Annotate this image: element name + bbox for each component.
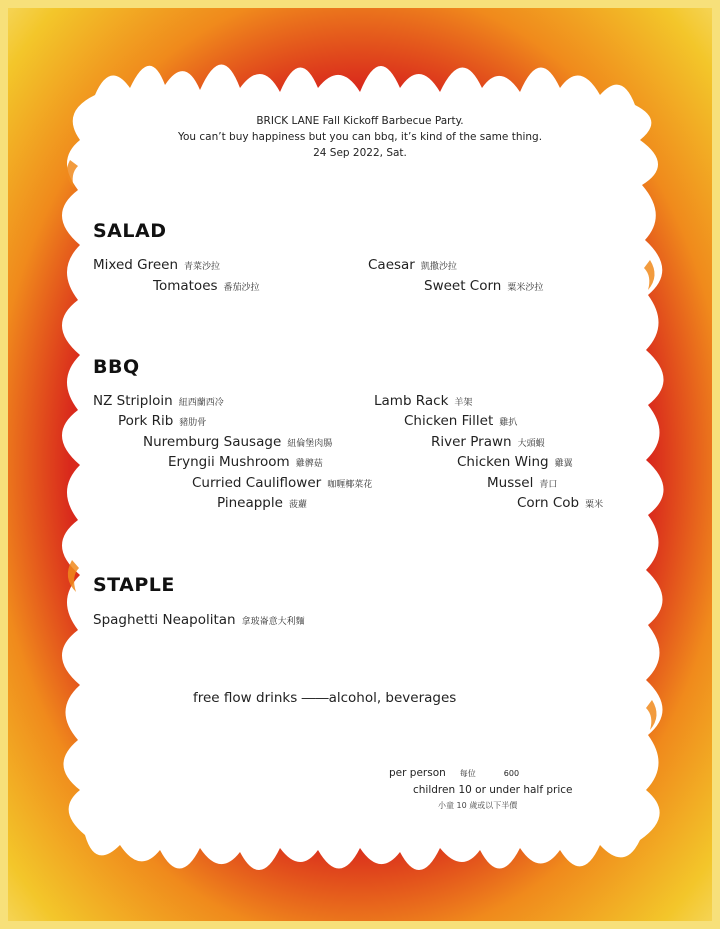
menu-item: [93, 257, 220, 273]
item-name-cn: 青口: [539, 480, 558, 490]
item-name: Nuremburg Sausage: [143, 434, 282, 450]
item-name: Mussel: [487, 475, 534, 491]
item-name-cn: 番茄沙拉: [223, 283, 260, 293]
event-title: BRICK LANE Fall Kickoff Barbecue Party.: [256, 115, 464, 127]
menu-item: [93, 393, 224, 409]
item-name: Spaghetti Neapolitan: [93, 612, 236, 628]
item-name: Caesar: [368, 257, 415, 273]
item-name-cn: 凱撒沙拉: [420, 262, 457, 272]
staple-title: STAPLE: [93, 574, 175, 596]
menu-item: [431, 434, 545, 450]
menu-item: [368, 257, 457, 273]
item-name: Pork Rib: [118, 413, 174, 429]
item-name: Eryngii Mushroom: [168, 454, 290, 470]
item-name: Lamb Rack: [374, 393, 449, 409]
menu-item: [487, 475, 557, 491]
item-name: NZ Striploin: [93, 393, 173, 409]
item-name-cn: 雞翼: [554, 459, 573, 469]
menu-item: [217, 495, 307, 511]
item-name-cn: 雞扒: [499, 418, 518, 428]
item-name: Corn Cob: [517, 495, 580, 511]
menu-item: [118, 413, 206, 429]
children-price-note: children 10 or under half price: [413, 784, 573, 796]
item-name-cn: 雞髀菇: [295, 459, 323, 469]
item-name-cn: 大頭蝦: [517, 439, 545, 449]
menu-item: [374, 393, 472, 409]
price-value: 600: [503, 769, 520, 778]
event-tagline: You can’t buy happiness but you can bbq, it’s kind of the same thing.: [177, 131, 543, 143]
item-name-cn: 粟米: [585, 500, 604, 510]
menu-item: [404, 413, 517, 429]
item-name: Mixed Green: [93, 257, 179, 273]
menu-item: [192, 475, 372, 491]
item-name: River Prawn: [431, 434, 512, 450]
bbq-title: BBQ: [93, 356, 140, 378]
event-header: [0, 113, 720, 161]
item-name-cn: 羊架: [454, 398, 473, 408]
per-person-label-cn: 每位: [459, 769, 476, 778]
item-name-cn: 紐倫堡肉腸: [287, 439, 333, 449]
salad-title: SALAD: [93, 220, 167, 242]
item-name: Chicken Fillet: [404, 413, 494, 429]
menu-item: [168, 454, 323, 470]
item-name-cn: 豬肋骨: [179, 418, 207, 428]
item-name-cn: 紐西蘭西冷: [178, 398, 224, 408]
drinks-note: free flow drinks ――alcohol, beverages: [193, 690, 457, 706]
item-name-cn: 咖喱椰菜花: [327, 480, 373, 490]
children-price-note-cn: 小童 10 歲或以下半價: [438, 801, 518, 810]
item-name: Curried Cauliflower: [192, 475, 322, 491]
item-name: Pineapple: [217, 495, 283, 511]
menu-item: [457, 454, 573, 470]
item-name: Chicken Wing: [457, 454, 549, 470]
item-name-cn: 青菜沙拉: [184, 262, 221, 272]
menu-item: [143, 434, 332, 450]
menu-item: [93, 612, 305, 628]
price-per-person: [389, 767, 519, 779]
item-name: Tomatoes: [153, 278, 218, 294]
event-date: 24 Sep 2022, Sat.: [313, 147, 407, 159]
menu-item: [424, 278, 543, 294]
menu-item: [517, 495, 603, 511]
menu-item: [153, 278, 260, 294]
item-name-cn: 菠蘿: [288, 500, 307, 510]
per-person-label: per person: [389, 767, 446, 779]
item-name: Sweet Corn: [424, 278, 502, 294]
item-name-cn: 拿玻崙意大利麵: [241, 617, 305, 627]
item-name-cn: 粟米沙拉: [507, 283, 544, 293]
